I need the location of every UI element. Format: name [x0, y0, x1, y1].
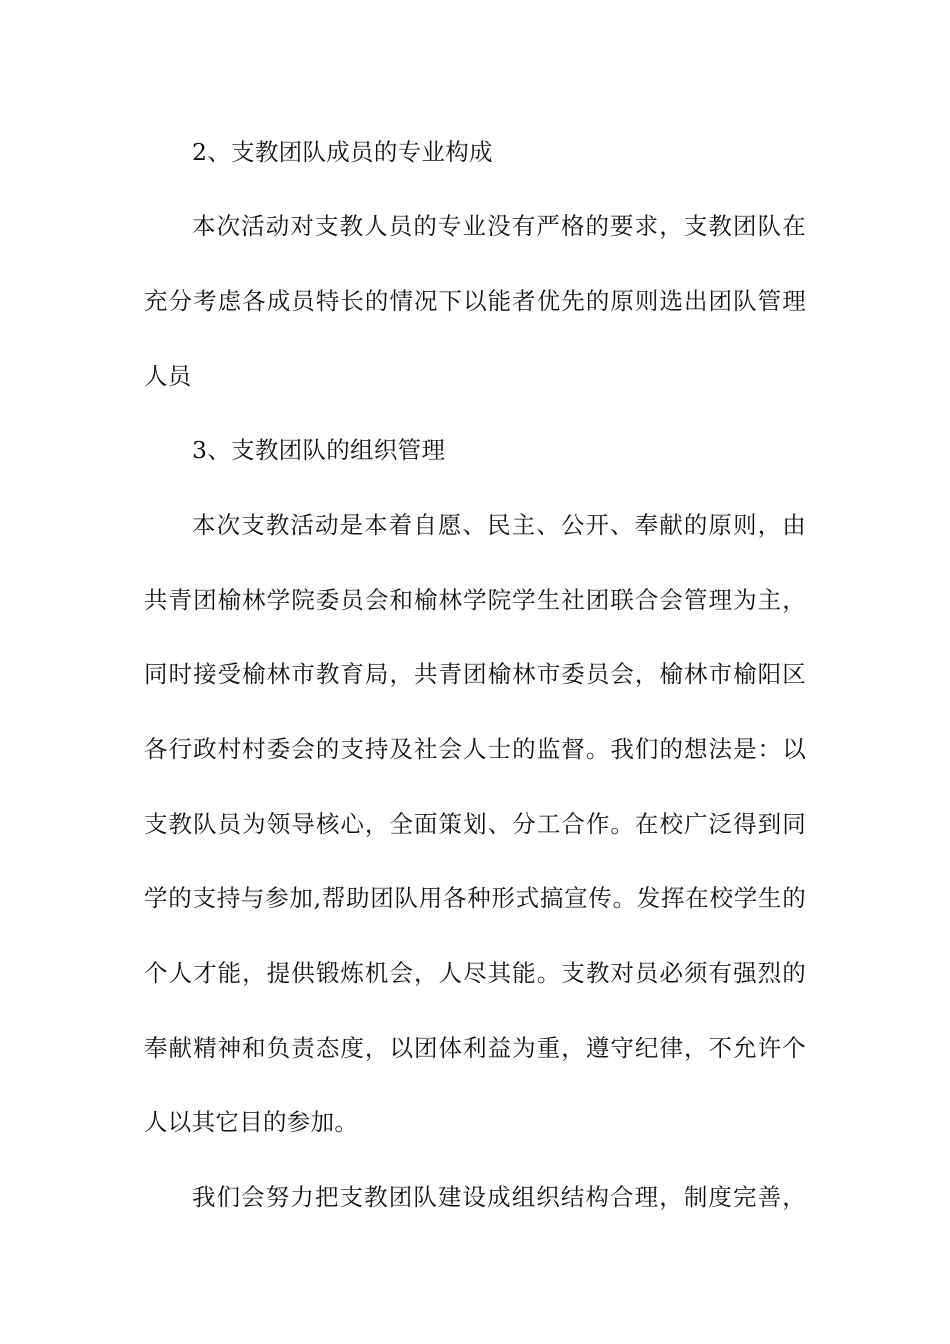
- paragraph-line: 同时接受榆林市教育局，共青团榆林市委员会，榆林市榆阳区: [144, 660, 806, 688]
- paragraph-line: 奉献精神和负责态度，以团体利益为重，遵守纪律，不允许个: [144, 1034, 806, 1062]
- paragraph-line: 我们会努力把支教团队建设成组织结构合理，制度完善，: [192, 1183, 806, 1211]
- paragraph-line: 人以其它目的参加。: [144, 1108, 359, 1136]
- paragraph-line: 充分考虑各成员特长的情况下以能者优先的原则选出团队管理: [144, 287, 806, 315]
- paragraph-line: 人员: [144, 362, 192, 390]
- section-heading-2: 2、支教团队成员的专业构成: [192, 138, 493, 166]
- paragraph-line: 共青团榆林学院委员会和榆林学院学生社团联合会管理为主，: [144, 586, 806, 614]
- paragraph-line: 个人才能，提供锻炼机会，人尽其能。支教对员必须有强烈的: [144, 959, 806, 987]
- paragraph-line: 学的支持与参加,帮助团队用各种形式搞宣传。发挥在校学生的: [144, 884, 806, 912]
- paragraph-line: 支教队员为领导核心，全面策划、分工合作。在校广泛得到同: [144, 810, 806, 838]
- paragraph-line: 本次活动对支教人员的专业没有严格的要求，支教团队在: [192, 212, 806, 240]
- paragraph-line: 各行政村村委会的支持及社会人士的监督。我们的想法是：以: [144, 735, 806, 763]
- paragraph-line: 本次支教活动是本着自愿、民主、公开、奉献的原则，由: [192, 511, 806, 539]
- section-heading-3: 3、支教团队的组织管理: [192, 436, 446, 464]
